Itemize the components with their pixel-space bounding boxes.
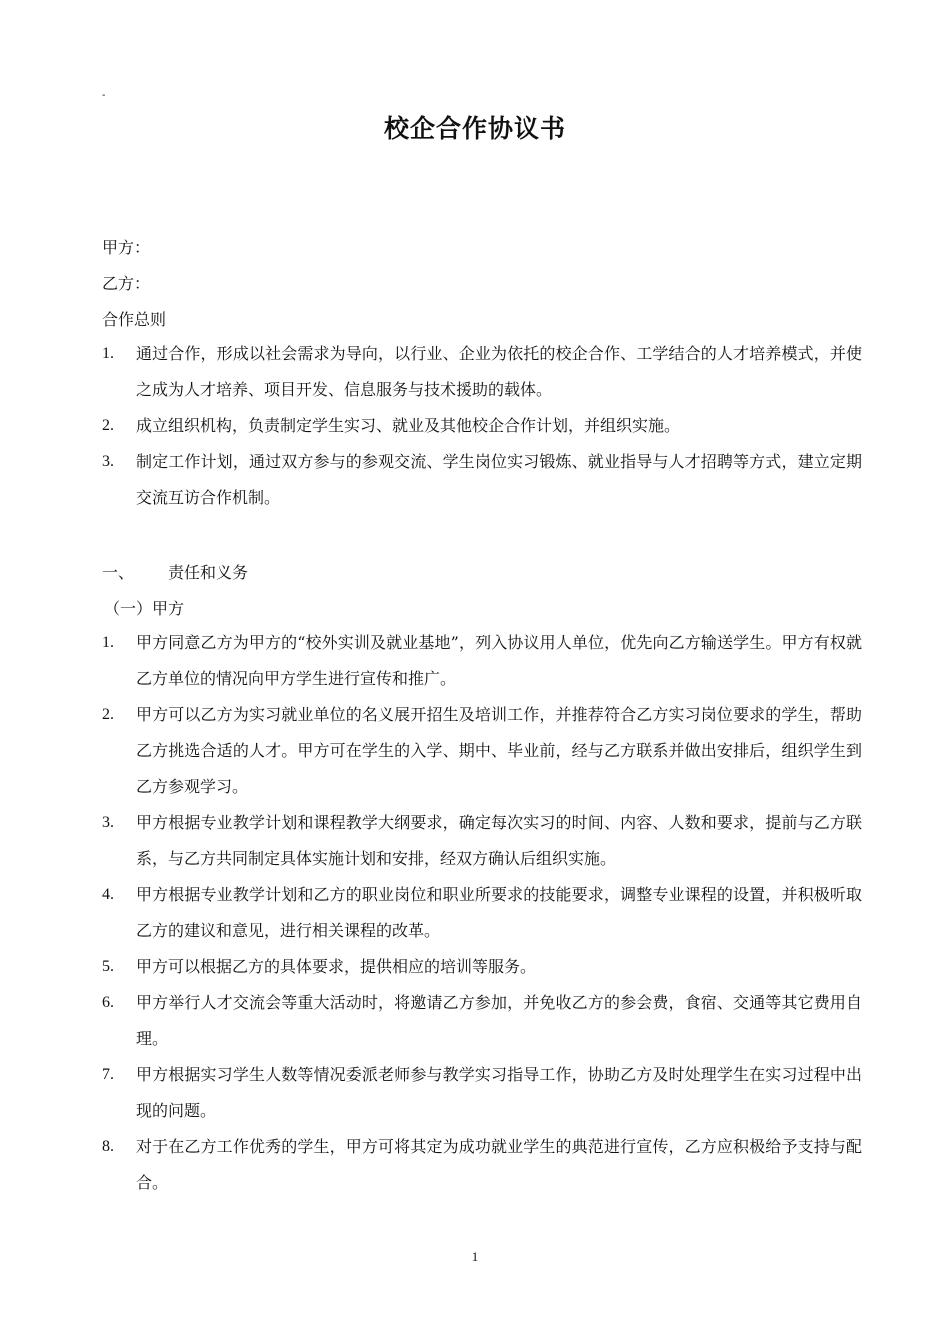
item-text: 甲方同意乙方为甲方的“校外实训及就业基地”，列入协议用人单位，优先向乙方输送学生。甲方有权就乙方单位的情况向甲方学生进行宣传和推广。: [136, 633, 862, 688]
item-text: 甲方举行人才交流会等重大活动时，将邀请乙方参加，并免收乙方的参会费，食宿、交通等其它费用自理。: [136, 993, 862, 1048]
item-number: 3.: [102, 814, 114, 831]
list-item: [102, 1129, 862, 1201]
list-item: [102, 949, 862, 985]
item-number: 6.: [102, 994, 114, 1011]
item-number: 2.: [102, 706, 114, 723]
list-item: [102, 1057, 862, 1129]
section-title: 责任和义务: [168, 563, 249, 582]
item-text: 甲方可以根据乙方的具体要求，提供相应的培训等服务。: [136, 957, 537, 976]
subsection-party-a: （一）甲方: [104, 599, 185, 618]
item-number: 1.: [102, 345, 114, 362]
item-text: 对于在乙方工作优秀的学生，甲方可将其定为成功就业学生的典范进行宣传，乙方应积极给予支持与配合。: [136, 1137, 862, 1192]
item-number: 8.: [102, 1138, 114, 1155]
item-text: 成立组织机构，负责制定学生实习、就业及其他校企合作计划，并组织实施。: [136, 416, 681, 435]
list-item: [102, 697, 862, 805]
item-number: 1.: [102, 634, 114, 651]
section-number: 一、: [102, 563, 135, 582]
item-number: 5.: [102, 958, 114, 975]
section-heading: [102, 563, 249, 583]
item-text: 甲方可以乙方为实习就业单位的名义展开招生及培训工作，并推荐符合乙方实习岗位要求的学生，帮助乙方挑选合适的人才。甲方可在学生的入学、期中、毕业前，经与乙方联系并做出安排后，组织学生到乙方参观学习。: [136, 705, 862, 796]
item-text: 甲方根据实习学生人数等情况委派老师参与教学实习指导工作，协助乙方及时处理学生在实习过程中出现的问题。: [136, 1065, 862, 1120]
list-item: [102, 625, 862, 697]
item-number: 7.: [102, 1066, 114, 1083]
list-item: [102, 336, 862, 408]
list-item: [102, 444, 862, 516]
document-title: 校企合作协议书: [383, 114, 566, 143]
item-text: 制定工作计划，通过双方参与的参观交流、学生岗位实习锻炼、就业指导与人才招聘等方式，建立定期交流互访合作机制。: [136, 452, 862, 507]
page-number: 1: [471, 1249, 479, 1264]
general-principles-list: [102, 336, 862, 516]
item-text: 甲方根据专业教学计划和乙方的职业岗位和职业所要求的技能要求，调整专业课程的设置，并积极听取乙方的建议和意见，进行相关课程的改革。: [136, 885, 862, 940]
item-text: 甲方根据专业教学计划和课程教学大纲要求，确定每次实习的时间、内容、人数和要求，提前与乙方联系，与乙方共同制定具体实施计划和安排，经双方确认后组织实施。: [136, 813, 862, 868]
item-number: 3.: [102, 453, 114, 470]
item-text: 通过合作，形成以社会需求为导向，以行业、企业为依托的校企合作、工学结合的人才培养模式，并使之成为人才培养、项目开发、信息服务与技术援助的载体。: [136, 344, 862, 399]
list-item: [102, 985, 862, 1057]
item-number: 2.: [102, 417, 114, 434]
party-b-label: 乙方：: [102, 274, 151, 293]
list-item: [102, 408, 862, 444]
list-item: [102, 877, 862, 949]
item-number: 4.: [102, 886, 114, 903]
general-principles-heading: 合作总则: [102, 310, 167, 329]
list-item: [102, 805, 862, 877]
party-a-duties-list: [102, 625, 862, 1201]
party-a-label: 甲方：: [102, 238, 151, 257]
header-marker: -: [102, 90, 106, 101]
